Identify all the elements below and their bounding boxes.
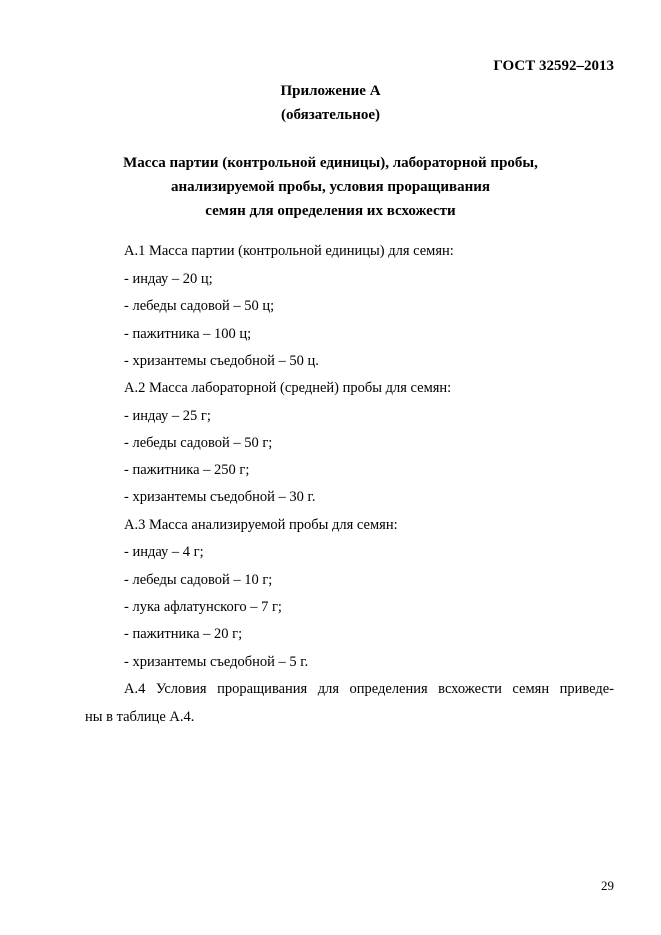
list-item: - лука афлатунского – 7 г; [124, 599, 282, 615]
list-item: - лебеды садовой – 50 г; [124, 435, 273, 451]
list-item: - индау – 4 г; [124, 544, 204, 560]
section-a4-line-1: А.4 Условия проращивания для определения всхожести семян приведе- [124, 681, 614, 697]
list-item: - лебеды садовой – 10 г; [124, 572, 273, 588]
standard-header: ГОСТ 32592–2013 [493, 58, 614, 74]
appendix-heading-line-3: семян для определения их всхожести [205, 203, 456, 219]
appendix-note: (обязательное) [280, 107, 381, 123]
section-a1-title: А.1 Масса партии (контрольной единицы) для семян: [124, 243, 454, 259]
list-item: - хризантемы съедобной – 5 г. [124, 654, 309, 670]
list-item: - индау – 25 г; [124, 408, 211, 424]
list-item: - хризантемы съедобной – 30 г. [124, 489, 316, 505]
list-item: - пажитника – 20 г; [124, 626, 243, 642]
page-number: 29 [601, 878, 614, 893]
section-a2-title: А.2 Масса лабораторной (средней) пробы для семян: [124, 380, 452, 396]
list-item: - лебеды садовой – 50 ц; [124, 298, 275, 314]
list-item: - хризантемы съедобной – 50 ц. [124, 353, 319, 369]
list-item: - индау – 20 ц; [124, 271, 213, 287]
list-item: - пажитника – 250 г; [124, 462, 250, 478]
appendix-title: Приложение А [280, 83, 381, 99]
appendix-heading-line-2: анализируемой пробы, условия проращивания [171, 179, 490, 195]
list-item: - пажитника – 100 ц; [124, 326, 252, 342]
section-a3-title: А.3 Масса анализируемой пробы для семян: [124, 517, 398, 533]
appendix-heading-line-1: Масса партии (контрольной единицы), лабораторной пробы, [123, 155, 538, 171]
section-a4-line-2: ны в таблице А.4. [85, 709, 195, 725]
